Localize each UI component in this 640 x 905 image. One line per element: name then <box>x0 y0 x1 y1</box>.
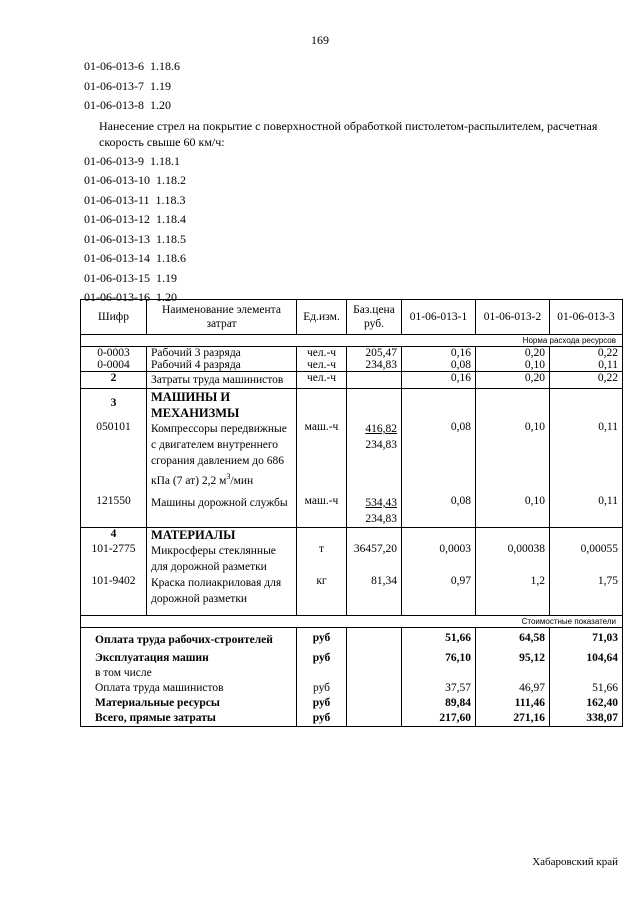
cell-value: 0,10 <box>476 489 550 528</box>
cost-unit: руб <box>297 627 347 648</box>
cell-value: 0,20 <box>476 347 550 360</box>
cell-name: Затраты труда машинистов <box>147 372 297 389</box>
table-row <box>81 347 623 360</box>
cell-empty <box>297 389 347 422</box>
list-item <box>84 210 619 230</box>
code: 01-06-013-13 <box>84 231 150 246</box>
cell-empty <box>550 527 623 543</box>
code: 01-06-013-8 <box>84 98 144 112</box>
table-row <box>81 527 623 543</box>
list-item <box>84 57 619 77</box>
cell-empty <box>402 527 476 543</box>
table-header-row <box>81 300 623 335</box>
cell-name-text: Компрессоры передвижные с двигателем внутреннего сгорания давлением до 686 кПа (7 ат) 2,2 м <box>151 423 287 487</box>
cell-price <box>347 372 402 389</box>
cell-empty <box>347 709 402 727</box>
header-col3: 01-06-013-3 <box>550 300 623 335</box>
cell-code: 3 <box>81 389 147 422</box>
table-row <box>81 543 623 575</box>
cell-value: 0,00038 <box>476 543 550 575</box>
code-value: 1.18.2 <box>156 173 186 187</box>
cell-empty <box>347 664 402 679</box>
cell-empty <box>347 627 402 648</box>
cell-empty <box>550 664 623 679</box>
list-item <box>84 152 619 172</box>
header-col2: 01-06-013-2 <box>476 300 550 335</box>
cell-empty <box>347 694 402 709</box>
cell-name: Краска полиакриловая для дорожной разметки <box>147 575 297 616</box>
cost-row <box>81 694 623 709</box>
cost-unit: руб <box>297 648 347 664</box>
cell-empty <box>347 527 402 543</box>
cost-value: 271,16 <box>476 709 550 727</box>
cell-price: 36457,20 <box>347 543 402 575</box>
cell-name: Машины дорожной службы <box>147 489 297 528</box>
cell-unit: чел.-ч <box>297 372 347 389</box>
code-value: 1.18.5 <box>156 231 186 246</box>
price-labor: 234,83 <box>365 512 397 525</box>
section-description: Нанесение стрел на покрытие с поверхностной обработкой пистолетом-распылителем, расчетная скорость свыше 60 км/ч: <box>99 118 598 149</box>
code-value: 1.18.4 <box>156 212 186 226</box>
price-labor: 234,83 <box>365 439 397 451</box>
cell-code: 0-0004 <box>81 359 147 372</box>
code-value: 1.20 <box>156 290 177 304</box>
cell-value: 0,16 <box>402 347 476 360</box>
cost-value: 51,66 <box>402 627 476 648</box>
cost-name: Материальные ресурсы <box>81 694 297 709</box>
code: 01-06-013-15 <box>84 270 150 285</box>
code: 01-06-013-9 <box>84 153 144 168</box>
cell-code: 101-9402 <box>81 575 147 616</box>
section-row-cost <box>81 615 623 627</box>
cell-name: Рабочий 4 разряда <box>147 359 297 372</box>
header-name: Наименование элемента затрат <box>147 300 297 335</box>
code: 01-06-013-10 <box>84 173 150 187</box>
cell-value: 0,22 <box>550 347 623 360</box>
cell-value: 0,11 <box>550 359 623 372</box>
cell-name: Микросферы стеклянные для дорожной разметки <box>147 543 297 575</box>
table-row <box>81 389 623 422</box>
list-item <box>84 249 619 269</box>
cell-value: 1,75 <box>550 575 623 616</box>
section-label: Норма расхода ресурсов <box>81 335 623 347</box>
code-value: 1.18.6 <box>150 59 180 73</box>
cell-value: 0,22 <box>550 372 623 389</box>
section-label: Стоимостные показатели <box>81 615 623 627</box>
code: 01-06-013-11 <box>84 192 150 207</box>
cell-empty <box>297 527 347 543</box>
cell-empty <box>402 664 476 679</box>
cell-code: 4 <box>81 527 147 543</box>
page-number: 169 <box>311 33 329 47</box>
cell-unit: кг <box>297 575 347 616</box>
cost-name: Оплата труда рабочих-строителей <box>81 627 297 648</box>
cell-code: 101-2775 <box>81 543 147 575</box>
cost-value: 46,97 <box>476 679 550 694</box>
cost-name: в том числе <box>81 664 297 679</box>
cell-empty <box>297 664 347 679</box>
cost-unit: руб <box>297 709 347 727</box>
code-value: 1.18.3 <box>155 192 186 207</box>
code-value: 1.20 <box>150 98 171 112</box>
cell-unit: т <box>297 543 347 575</box>
cell-unit: чел.-ч <box>297 347 347 360</box>
cost-name: Всего, прямые затраты <box>81 709 297 727</box>
cell-empty <box>402 389 476 422</box>
code-value: 1.19 <box>150 78 171 93</box>
cost-value: 95,12 <box>476 648 550 664</box>
list-item <box>84 96 619 116</box>
cost-value: 71,03 <box>550 627 623 648</box>
code: 01-06-013-6 <box>84 59 144 73</box>
code: 01-06-013-12 <box>84 212 150 226</box>
price-total: 534,43 <box>365 496 397 509</box>
cost-row <box>81 664 623 679</box>
cell-empty <box>476 664 550 679</box>
list-item <box>84 171 619 191</box>
cell-price <box>347 489 402 528</box>
cost-value: 89,84 <box>402 694 476 709</box>
region-footer: Хабаровский край <box>532 856 618 868</box>
cell-code: 050101 <box>81 421 147 489</box>
header-unit: Ед.изм. <box>297 300 347 335</box>
cell-name-text: /мин <box>230 474 254 487</box>
cell-empty <box>550 389 623 422</box>
cell-value: 0,10 <box>476 421 550 489</box>
code: 01-06-013-16 <box>84 290 150 304</box>
cell-empty <box>476 389 550 422</box>
code-value: 1.19 <box>156 270 177 285</box>
header-code: Шифр <box>81 300 147 335</box>
cost-row <box>81 627 623 648</box>
header-base-price: Баз.цена руб. <box>347 300 402 335</box>
cell-value: 0,00055 <box>550 543 623 575</box>
cell-empty <box>347 389 402 422</box>
resource-table <box>80 299 623 727</box>
cell-price: 234,83 <box>347 359 402 372</box>
cell-value: 0,0003 <box>402 543 476 575</box>
cost-row <box>81 648 623 664</box>
cost-name: Оплата труда машинистов <box>81 679 297 694</box>
cost-value: 76,10 <box>402 648 476 664</box>
cost-unit: руб <box>297 679 347 694</box>
cost-value: 162,40 <box>550 694 623 709</box>
cell-price <box>347 421 402 489</box>
code: 01-06-013-7 <box>84 78 144 93</box>
table-row <box>81 359 623 372</box>
cost-name: Эксплуатация машин <box>81 648 297 664</box>
cell-value: 0,08 <box>402 489 476 528</box>
cell-value: 0,10 <box>476 359 550 372</box>
list-item <box>84 191 619 211</box>
code-value: 1.18.6 <box>156 251 186 265</box>
cell-empty <box>476 527 550 543</box>
cost-value: 51,66 <box>550 679 623 694</box>
cell-empty <box>347 679 402 694</box>
cell-value: 0,20 <box>476 372 550 389</box>
cost-unit: руб <box>297 694 347 709</box>
cell-name: МАШИНЫ И МЕХАНИЗМЫ <box>147 389 297 422</box>
cost-row <box>81 679 623 694</box>
code: 01-06-013-14 <box>84 251 150 265</box>
table-row <box>81 372 623 389</box>
list-item <box>84 269 619 289</box>
cost-value: 37,57 <box>402 679 476 694</box>
cell-value: 0,08 <box>402 359 476 372</box>
cost-row <box>81 709 623 727</box>
cost-value: 338,07 <box>550 709 623 727</box>
table-row <box>81 421 623 489</box>
cell-code: 2 <box>81 372 147 389</box>
cost-value: 64,58 <box>476 627 550 648</box>
header-col1: 01-06-013-1 <box>402 300 476 335</box>
price-total: 416,82 <box>365 423 397 435</box>
cell-empty <box>347 648 402 664</box>
cell-code: 121550 <box>81 489 147 528</box>
code-list <box>84 57 619 308</box>
table-row <box>81 575 623 616</box>
section-row-norm <box>81 335 623 347</box>
cost-value: 104,64 <box>550 648 623 664</box>
cell-value: 0,16 <box>402 372 476 389</box>
cell-price: 205,47 <box>347 347 402 360</box>
cell-value: 0,11 <box>550 421 623 489</box>
cell-code: 0-0003 <box>81 347 147 360</box>
cost-value: 111,46 <box>476 694 550 709</box>
cell-unit: маш.-ч <box>297 489 347 528</box>
list-item <box>84 230 619 250</box>
cell-value: 0,11 <box>550 489 623 528</box>
cell-unit: маш.-ч <box>297 421 347 489</box>
cell-name: МАТЕРИАЛЫ <box>147 527 297 543</box>
code-value: 1.18.1 <box>150 153 180 168</box>
cell-price: 81,34 <box>347 575 402 616</box>
table-row <box>81 489 623 528</box>
cost-value: 217,60 <box>402 709 476 727</box>
cell-name-sup: 3 <box>226 472 231 481</box>
cell-value: 0,08 <box>402 421 476 489</box>
cell-value: 0,97 <box>402 575 476 616</box>
cell-name <box>147 421 297 489</box>
cell-value: 1,2 <box>476 575 550 616</box>
cell-unit: чел.-ч <box>297 359 347 372</box>
cell-name: Рабочий 3 разряда <box>147 347 297 360</box>
list-item <box>84 77 619 97</box>
